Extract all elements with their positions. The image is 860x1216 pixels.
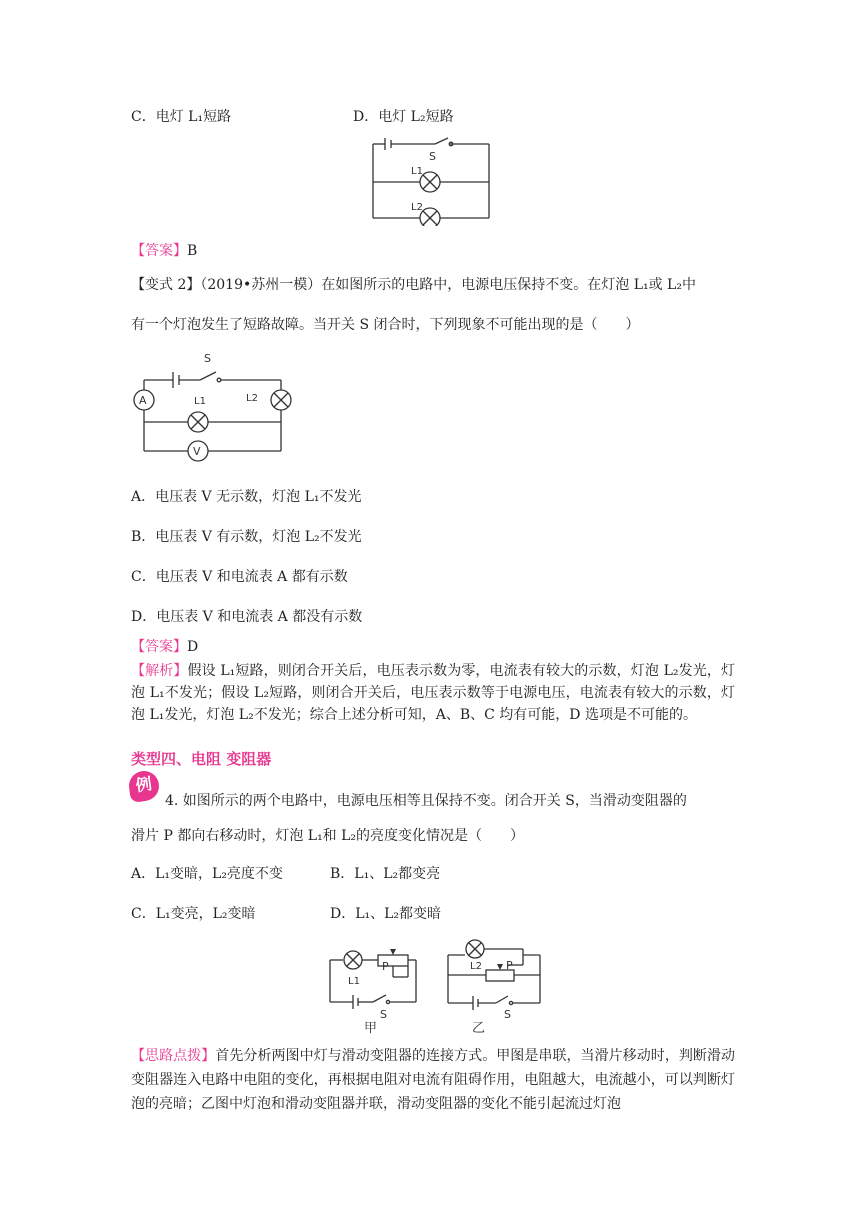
variant2-analysis-label: 【解析】 — [131, 663, 188, 679]
variant2-analysis — [131, 660, 735, 726]
variant2-answer — [131, 637, 198, 657]
section-heading: 类型四、电阻 变阻器 — [131, 750, 272, 768]
option-c-prev: C．电灯 L₁短路 — [131, 109, 232, 125]
circuit1-lamp1-label: L1 — [411, 166, 423, 177]
q4-option-c: C．L₁变亮，L₂变暗 — [131, 906, 256, 922]
q4-tip-label: 【思路点拨】 — [131, 1048, 216, 1064]
circuit2-lamp1-label: L1 — [194, 396, 206, 407]
variant2-answer-label: 【答案】 — [131, 639, 187, 655]
example-badge: 例 — [127, 769, 161, 803]
variant2-option-c: C．电压表 V 和电流表 A 都有示数 — [131, 569, 348, 585]
variant2-option-a: A．电压表 V 无示数，灯泡 L₁不发光 — [131, 489, 362, 505]
circuit-diagram-1 — [365, 130, 495, 226]
variant2-option-d: D．电压表 V 和电流表 A 都没有示数 — [131, 609, 363, 625]
answer-label: 【答案】 — [131, 243, 187, 259]
option-d-prev: D．电灯 L₂短路 — [353, 109, 454, 125]
circuit2-lamp2-label: L2 — [246, 393, 258, 404]
circuit3-label-jia: 甲 — [364, 1021, 378, 1035]
variant2-line1: 【变式 2】（2019•苏州一模）在如图所示的电路中，电源电压保持不变。在灯泡 L₁或 L₂中 — [131, 277, 696, 293]
q4-option-b: B．L₁、L₂都变亮 — [330, 866, 441, 882]
circuit-diagram-3 — [318, 935, 548, 1035]
q4-line2: 滑片 P 都向右移动时，灯泡 L₁和 L₂的亮度变化情况是（ ） — [131, 828, 525, 844]
circuit1-lamp2-label: L2 — [411, 202, 423, 213]
variant2-line2: 有一个灯泡发生了短路故障。当开关 S 闭合时，下列现象不可能出现的是（ ） — [131, 317, 640, 333]
circuit-diagram-2 — [128, 348, 298, 466]
circuit3-p-label-jia: P — [382, 960, 389, 973]
circuit3-lamp2-label: L2 — [470, 961, 482, 972]
circuit3-lamp1-label: L1 — [348, 976, 360, 987]
variant2-option-b: B．电压表 V 有示数，灯泡 L₂不发光 — [131, 529, 362, 545]
circuit2-voltmeter-label: V — [193, 445, 201, 458]
circuit3-label-yi: 乙 — [472, 1021, 486, 1035]
variant2-analysis-text: 假设 L₁短路，则闭合开关后，电压表示数为零，电流表有较大的示数，灯泡 L₂发光，灯泡 L₁不发光；假设 L₂短路，则闭合开关后，电压表示数等于电源电压，电流表有较大的示数，灯泡 L₁发光，灯泡 L₂不发光；综合上述分析可知，A、B、C 均有可能，D 选项是不可能的。 — [131, 663, 736, 723]
q4-option-d: D．L₁、L₂都变暗 — [330, 906, 442, 922]
circuit3-switch-jia: S — [380, 1008, 387, 1021]
q4-option-a: A．L₁变暗，L₂亮度不变 — [131, 866, 283, 882]
variant2-answer-value: D — [187, 639, 199, 655]
answer-prev — [131, 241, 197, 261]
circuit1-switch-label: S — [429, 150, 436, 163]
q4-tip-text: 首先分析两图中灯与滑动变阻器的连接方式。甲图是串联，当滑片移动时，判断滑动变阻器连入电路中电阻的变化，再根据电阻对电流有阻碍作用，电阻越大，电流越小，可以判断灯泡的亮暗；乙图中灯泡和滑动变阻器并联，滑动变阻器的变化不能引起流过灯泡 — [131, 1048, 736, 1112]
circuit3-switch-yi: S — [504, 1008, 511, 1021]
circuit2-ammeter-label: A — [139, 394, 147, 407]
circuit3-p-label-yi: P — [506, 959, 513, 972]
q4-line1: 4. 如图所示的两个电路中，电源电压相等且保持不变。闭合开关 S，当滑动变阻器的 — [165, 793, 687, 809]
answer-value: B — [187, 243, 198, 259]
q4-tip — [131, 1044, 735, 1116]
circuit2-switch-label: S — [204, 352, 211, 365]
